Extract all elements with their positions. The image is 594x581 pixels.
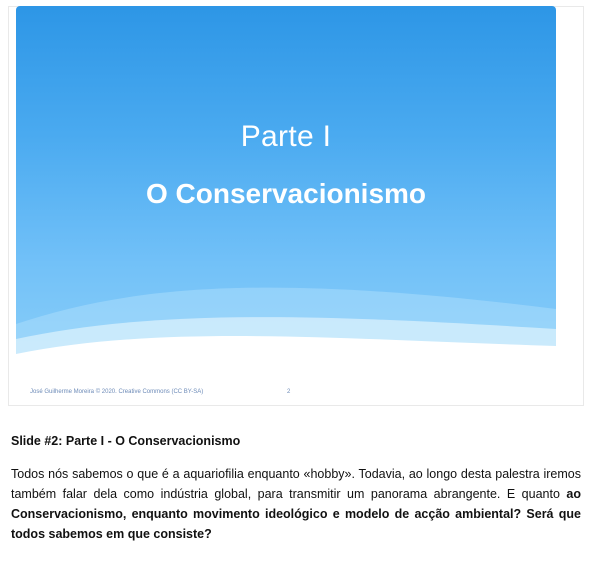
caption-heading: Slide #2: Parte I - O Conservacionismo xyxy=(11,434,241,448)
slide-subtitle: O Conservacionismo xyxy=(145,178,427,209)
caption-body-plain: Todos nós sabemos o que é a aquariofilia enquanto «hobby». Todavia, ao longo desta palestra iremos também falar dela como indústria global, para transmitir um panorama abrangente. E quanto xyxy=(11,467,581,501)
caption-body xyxy=(11,464,581,544)
caption-body-bold: ao Conservacionismo, enquanto movimento ideológico e modelo de acção ambiental? Será que todos sabemos em que consiste? xyxy=(11,487,581,541)
slide-background xyxy=(16,6,556,374)
slide-title: Parte I xyxy=(240,120,332,153)
slide-page-number: 2 xyxy=(287,389,291,395)
slide-footer: José Guilherme Moreira © 2020. Creative Commons (CC BY-SA) xyxy=(30,389,204,395)
wave-decoration xyxy=(16,254,556,374)
